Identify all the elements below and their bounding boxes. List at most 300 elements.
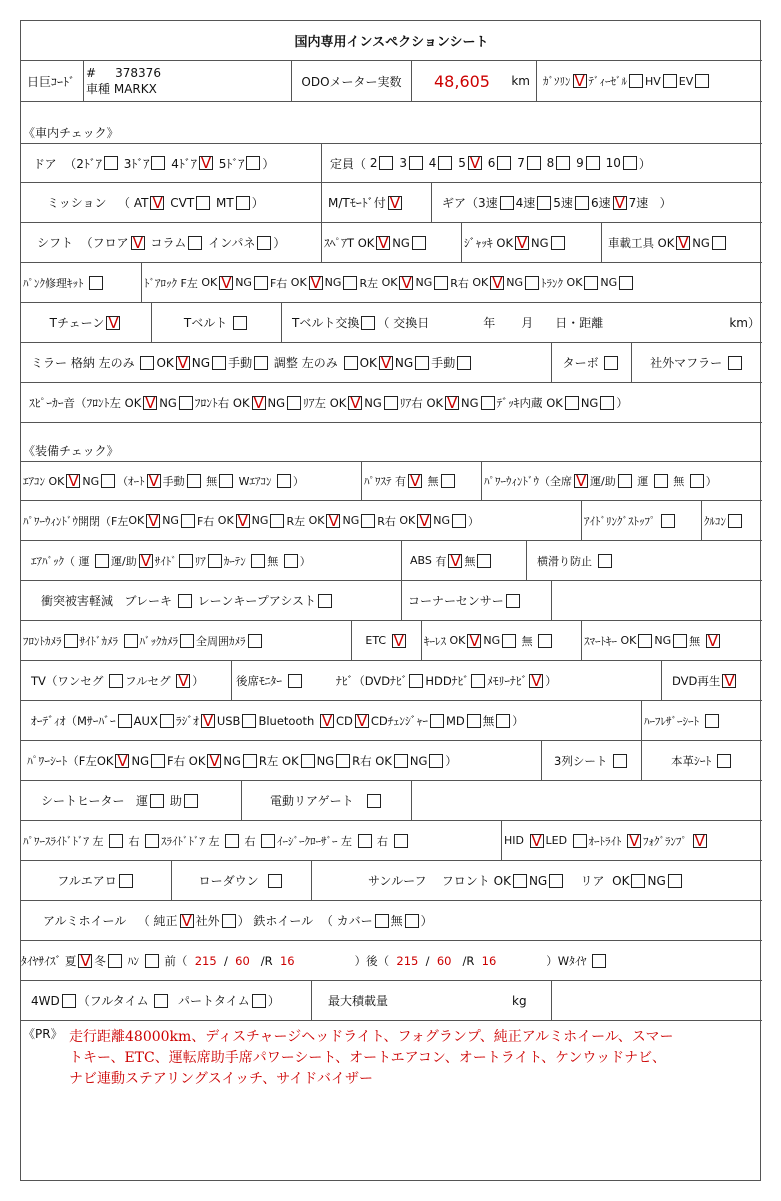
navi-hdd-checkbox[interactable] <box>471 674 485 688</box>
powwin-drv-checkbox[interactable] <box>654 474 668 488</box>
aux-checkbox[interactable] <box>160 714 174 728</box>
cap8-checkbox[interactable] <box>556 156 570 170</box>
airbag-side-label: ｻｲﾄﾞ <box>154 554 177 568</box>
cap7-checkbox[interactable] <box>527 156 541 170</box>
front-diameter-value: 16 <box>279 953 295 968</box>
wheel-genuine-checkbox[interactable] <box>180 914 194 928</box>
lane-checkbox[interactable] <box>318 594 332 608</box>
audio-close: ） <box>512 713 524 728</box>
smartkey-ng-checkbox[interactable] <box>673 634 687 648</box>
pwo-rl-ok-label: OK <box>308 514 325 527</box>
door3-checkbox[interactable] <box>151 156 165 170</box>
lock-fr-ng-label: NG <box>324 276 342 289</box>
tire-summer-checkbox[interactable] <box>78 954 92 968</box>
powwin-open-label: ﾊﾟﾜｰｳｨﾝﾄﾞｳ開閉 <box>23 514 100 528</box>
audio-row <box>21 701 762 741</box>
keyless-ok-checkbox[interactable] <box>467 634 481 648</box>
tools-ng-checkbox[interactable] <box>712 236 726 250</box>
spk-rr-ok-checkbox[interactable] <box>445 396 459 410</box>
leather-checkbox[interactable] <box>717 754 731 768</box>
sr-rear-ng-checkbox[interactable] <box>668 874 682 888</box>
lock-rl-ng-checkbox[interactable] <box>434 276 448 290</box>
mirror-adjust-ng-checkbox[interactable] <box>415 356 429 370</box>
door2-checkbox[interactable] <box>104 156 118 170</box>
lock-fl-ok-checkbox[interactable] <box>219 276 233 290</box>
etc-checkbox[interactable] <box>392 634 406 648</box>
cd-checkbox[interactable] <box>355 714 369 728</box>
cap6-label: 6 <box>487 156 496 170</box>
mirror-fold-ng-checkbox[interactable] <box>212 356 226 370</box>
sr-front-ng-label: NG <box>528 873 548 888</box>
cam-around-checkbox[interactable] <box>248 634 262 648</box>
drive-full-checkbox[interactable] <box>154 994 168 1008</box>
tire-han-checkbox[interactable] <box>145 954 159 968</box>
wheel-none-label: 無 <box>390 914 403 928</box>
mirror-fold-ok-label: OK <box>156 355 174 370</box>
cap2-checkbox[interactable] <box>379 156 393 170</box>
mirror-row <box>21 343 762 383</box>
airbag-curtain-checkbox[interactable] <box>251 554 265 568</box>
airbag-drvpas-label: 運/助 <box>111 554 137 568</box>
tbelt-month-label: 月 <box>521 316 534 330</box>
easy-l-checkbox[interactable] <box>358 834 372 848</box>
spk-fr-ng-checkbox[interactable] <box>287 396 301 410</box>
powwin-open-row <box>21 501 762 541</box>
powsteer-no-checkbox[interactable] <box>441 474 455 488</box>
ps-fl-ok-checkbox[interactable] <box>115 754 129 768</box>
cap5-checkbox[interactable] <box>468 156 482 170</box>
airbag-drvpas-checkbox[interactable] <box>139 554 153 568</box>
speaker-row <box>21 383 762 423</box>
slide-l-label: 左 <box>208 834 220 848</box>
timing-row <box>21 303 762 343</box>
sheet-title: 国内専用インスペクションシート <box>294 35 489 50</box>
doors-open: （ <box>64 156 77 171</box>
pwo-fr-ok-checkbox[interactable] <box>236 514 250 528</box>
at-checkbox[interactable] <box>150 196 164 210</box>
powwin-drvpas-label: 運/助 <box>590 475 616 488</box>
lowdown-label: ローダウン <box>198 874 259 888</box>
lock-trunk-ok-checkbox[interactable] <box>584 276 598 290</box>
pwo-fr-ng-checkbox[interactable] <box>270 514 284 528</box>
cam-side-checkbox[interactable] <box>124 634 138 648</box>
md-label: MD <box>445 713 465 728</box>
aircon-ok-label: OK <box>48 474 65 488</box>
liftgate-checkbox[interactable] <box>367 794 381 808</box>
turbo-checkbox[interactable] <box>604 356 618 370</box>
fog-checkbox[interactable] <box>693 834 707 848</box>
ps-fr-ok-checkbox[interactable] <box>207 754 221 768</box>
sr-front-ng-checkbox[interactable] <box>549 874 563 888</box>
pwo-rr-ok-checkbox[interactable] <box>417 514 431 528</box>
door4-checkbox[interactable] <box>199 156 213 170</box>
easy-r-checkbox[interactable] <box>394 834 408 848</box>
door5-label: 5ﾄﾞｱ <box>218 156 245 171</box>
pwo-fl-ok-checkbox[interactable] <box>146 514 160 528</box>
speaker-label: ｽﾋﾟｰｶｰ音 <box>29 395 75 410</box>
keyless-ng-label: NG <box>483 634 501 647</box>
spare-ng-checkbox[interactable] <box>412 236 426 250</box>
mirror-fold-manual-checkbox[interactable] <box>254 356 268 370</box>
gear3-checkbox[interactable] <box>500 196 514 210</box>
aircon-manual-checkbox[interactable] <box>187 474 201 488</box>
doors-close: ） <box>262 156 275 171</box>
aircon-auto-checkbox[interactable] <box>147 474 161 488</box>
spk-fr-ok-checkbox[interactable] <box>252 396 266 410</box>
drive-open: （ <box>77 994 90 1008</box>
aircon-none-checkbox[interactable] <box>219 474 233 488</box>
tire-winter-label: 冬 <box>94 953 106 968</box>
tire-summer-label: 夏 <box>64 953 77 968</box>
fullseg-checkbox[interactable] <box>176 674 190 688</box>
liftgate-label: 電動リアゲート <box>269 794 354 808</box>
mirror-adjust-manual-checkbox[interactable] <box>457 356 471 370</box>
tv-row <box>21 661 762 701</box>
hid-checkbox[interactable] <box>530 834 544 848</box>
tbelt-checkbox[interactable] <box>233 316 247 330</box>
airbag-none-checkbox[interactable] <box>284 554 298 568</box>
slide-l-checkbox[interactable] <box>225 834 239 848</box>
mission-open: （ <box>117 196 130 210</box>
pwo-fl-ng-checkbox[interactable] <box>181 514 195 528</box>
airbag-open: （ <box>64 554 75 568</box>
heater-pas-checkbox[interactable] <box>184 794 198 808</box>
powsteer-yes-checkbox[interactable] <box>408 474 422 488</box>
fuel-ev-checkbox[interactable] <box>695 74 709 88</box>
sr-rear-ok-checkbox[interactable] <box>631 874 645 888</box>
spk-rr-ng-label: NG <box>461 395 479 410</box>
drive-part-label: パートタイム <box>178 994 250 1008</box>
slide-r-checkbox[interactable] <box>261 834 275 848</box>
powwin-all-label: （全席 <box>539 475 572 488</box>
gear5-checkbox[interactable] <box>575 196 589 210</box>
ps-rl-ok-checkbox[interactable] <box>301 754 315 768</box>
wheel-cover-checkbox[interactable] <box>375 914 389 928</box>
pwo-fr-label: F右 <box>196 514 215 528</box>
airbag-close: ） <box>299 554 311 568</box>
lock-fr-ok-label: OK <box>290 276 307 289</box>
bt-label: Bluetooth <box>258 713 315 728</box>
shift-open: （ <box>80 236 93 250</box>
cam-back-checkbox[interactable] <box>180 634 194 648</box>
oneseg-checkbox[interactable] <box>109 674 123 688</box>
puncture-checkbox[interactable] <box>89 276 103 290</box>
smartkey-none-checkbox[interactable] <box>706 634 720 648</box>
pwo-rr-ng-checkbox[interactable] <box>452 514 466 528</box>
collision-label: 衝突被害軽減 <box>41 594 114 608</box>
muffler-checkbox[interactable] <box>728 356 742 370</box>
powslide-r-label: 右 <box>128 834 140 848</box>
rearmonitor-checkbox[interactable] <box>288 674 302 688</box>
lock-rr-ng-checkbox[interactable] <box>525 276 539 290</box>
aircon-label: ｴｱｺﾝ <box>23 475 45 488</box>
mirror-fold-checkbox[interactable] <box>140 356 154 370</box>
cap6-checkbox[interactable] <box>497 156 511 170</box>
lock-rl-ng-label: NG <box>415 276 433 289</box>
corner-label: コーナーセンサー <box>408 594 504 608</box>
lock-rl-ok-checkbox[interactable] <box>399 276 413 290</box>
cap2-label: 2 <box>369 156 378 170</box>
fuel-diesel-label: ﾃﾞｨｰｾﾞﾙ <box>588 75 627 88</box>
powslide-l-checkbox[interactable] <box>109 834 123 848</box>
code-label: 日巨ｺｰﾄﾞ <box>27 74 76 89</box>
spk-deck-ng-checkbox[interactable] <box>600 396 614 410</box>
tbelt-km-label: km） <box>729 316 760 330</box>
powwin-label: ﾊﾟﾜｰｳｨﾝﾄﾞｳ <box>484 475 539 488</box>
idlestop-label: ｱｲﾄﾞﾘﾝｸﾞｽﾄｯﾌﾟ <box>584 514 656 528</box>
airbag-rear-label: ﾘｱ <box>194 554 206 568</box>
etc-label: ETC <box>365 634 387 647</box>
jack-ok-label: OK <box>496 235 513 250</box>
md-checkbox[interactable] <box>467 714 481 728</box>
gear4-label: 4速 <box>515 196 536 210</box>
spk-fl-ng-checkbox[interactable] <box>179 396 193 410</box>
mt-checkbox[interactable] <box>236 196 250 210</box>
ps-fr-ok-label: OK <box>188 753 206 768</box>
hid-label: HID <box>504 834 524 847</box>
ps-rr-ok-checkbox[interactable] <box>394 754 408 768</box>
spk-fl-ok-checkbox[interactable] <box>143 396 157 410</box>
cap10-checkbox[interactable] <box>623 156 637 170</box>
cd-label: CD <box>335 713 353 728</box>
keyless-none-checkbox[interactable] <box>538 634 552 648</box>
lock-trunk-ng-checkbox[interactable] <box>619 276 633 290</box>
tools-ok-checkbox[interactable] <box>676 236 690 250</box>
drive-part-checkbox[interactable] <box>252 994 266 1008</box>
usb-label: USB <box>216 713 241 728</box>
smartkey-ok-checkbox[interactable] <box>638 634 652 648</box>
collision-row <box>21 581 762 621</box>
drive-label: 4WD <box>31 993 60 1008</box>
navi-mem-checkbox[interactable] <box>529 674 543 688</box>
model-value: MARKX <box>113 81 157 96</box>
keyless-ng-checkbox[interactable] <box>502 634 516 648</box>
door2-label: 2ﾄﾞｱ <box>76 156 102 171</box>
abs-yes-checkbox[interactable] <box>448 554 462 568</box>
jack-ok-checkbox[interactable] <box>515 236 529 250</box>
mt-label: MT <box>216 195 234 210</box>
usb-checkbox[interactable] <box>242 714 256 728</box>
header-row <box>21 61 762 102</box>
halfleather-checkbox[interactable] <box>705 714 719 728</box>
cdch-checkbox[interactable] <box>430 714 444 728</box>
lock-rl-ok-label: OK <box>381 276 398 289</box>
wheel-close: ） <box>237 914 250 928</box>
lock-fl-ng-label: NG <box>235 276 252 289</box>
pwo-rl-ng-checkbox[interactable] <box>361 514 375 528</box>
tchain-checkbox[interactable] <box>106 316 120 330</box>
airbag-rear-checkbox[interactable] <box>208 554 222 568</box>
wtire-checkbox[interactable] <box>592 954 606 968</box>
aircon-ng-label: NG <box>82 474 100 488</box>
powwin-all-checkbox[interactable] <box>574 474 588 488</box>
tire-front-label: 前（ <box>164 953 188 968</box>
cap9-checkbox[interactable] <box>586 156 600 170</box>
powwin-drvpas-checkbox[interactable] <box>618 474 632 488</box>
ps-rr-ng-label: NG <box>409 753 428 768</box>
mirror-adjust-checkbox[interactable] <box>344 356 358 370</box>
fuel-gas-label: ｶﾞｿﾘﾝ <box>543 75 571 88</box>
skid-checkbox[interactable] <box>598 554 612 568</box>
rear-width-value: 215 <box>396 953 419 968</box>
mirror-adjust-ok-checkbox[interactable] <box>379 356 393 370</box>
lock-fr-ng-checkbox[interactable] <box>343 276 357 290</box>
powwin-none-checkbox[interactable] <box>690 474 704 488</box>
airbag-side-checkbox[interactable] <box>179 554 193 568</box>
pr-text: 走行距離48000km、ディスチャージヘッドライト、フォグランプ、純正アルミホイール、スマートキー、ETC、運転席助手席パワーシート、オートエアコン、オートライト、ケンウッドナビ、ナビ連動ステアリングスイッチ、サイドバイザー <box>69 1029 674 1087</box>
ps-rl-label: R左 <box>258 753 279 768</box>
sr-front-ok-checkbox[interactable] <box>513 874 527 888</box>
lock-rr-ok-checkbox[interactable] <box>490 276 504 290</box>
ps-rl-ng-checkbox[interactable] <box>336 754 350 768</box>
at-label: AT <box>133 195 149 210</box>
gear5-label: 5速 <box>553 196 573 210</box>
leather-label: 本革ｼｰﾄ <box>671 753 712 768</box>
mirror-fold-ok-checkbox[interactable] <box>176 356 190 370</box>
idlestop-checkbox[interactable] <box>661 514 675 528</box>
spk-rl-ng-checkbox[interactable] <box>384 396 398 410</box>
aircon-row <box>21 461 762 501</box>
ps-fl-ng-checkbox[interactable] <box>151 754 165 768</box>
wheel-cover-label: （ カバー <box>320 914 373 928</box>
aero-checkbox[interactable] <box>119 874 133 888</box>
column-label: コラム <box>150 236 187 250</box>
rear-diameter-value: 16 <box>481 953 497 968</box>
lock-trunk-ok-label: OK <box>566 276 583 289</box>
ps-rr-label: R右 <box>352 753 372 768</box>
gear4-checkbox[interactable] <box>537 196 551 210</box>
navi-dvd-checkbox[interactable] <box>409 674 423 688</box>
brake-label: ブレーキ <box>124 594 172 608</box>
ps-rr-ng-checkbox[interactable] <box>429 754 443 768</box>
aircon-ok-checkbox[interactable] <box>66 474 80 488</box>
inpane-checkbox[interactable] <box>257 236 271 250</box>
msrv-checkbox[interactable] <box>118 714 132 728</box>
odo-value: 48,605 <box>434 71 490 91</box>
jack-ng-checkbox[interactable] <box>551 236 565 250</box>
pwo-rr-ok-label: OK <box>399 514 416 527</box>
fuel-diesel-checkbox[interactable] <box>629 74 643 88</box>
spk-rl-ok-checkbox[interactable] <box>348 396 362 410</box>
spk-fr-ok-label: OK <box>232 395 250 410</box>
front-slash: / <box>223 953 228 968</box>
maxload-label: 最大積載量 <box>328 994 389 1008</box>
row3-checkbox[interactable] <box>613 754 627 768</box>
spare-ok-label: OK <box>357 235 375 250</box>
dvdplay-checkbox[interactable] <box>722 674 736 688</box>
column-checkbox[interactable] <box>188 236 202 250</box>
aircon-w-checkbox[interactable] <box>277 474 291 488</box>
smartkey-none-label: 無 <box>689 634 701 648</box>
cam-around-label: 全周囲ｶﾒﾗ <box>196 634 246 648</box>
bt-checkbox[interactable] <box>320 714 334 728</box>
mirror-adjust-ng-label: NG <box>394 355 414 370</box>
mirror-fold-label: ミラー 格納 左のみ <box>31 356 135 370</box>
cam-front-checkbox[interactable] <box>64 634 78 648</box>
tire-han-label: ﾊﾝ <box>127 953 140 968</box>
navi-dvd-label: DVDﾅﾋﾞ <box>364 673 408 688</box>
navi-mem-label: ﾒﾓﾘｰﾅﾋﾞ <box>487 673 528 688</box>
mission-label: ミッション <box>47 196 107 210</box>
wheel-genuine-label: （ 純正 <box>137 914 178 928</box>
cruise-checkbox[interactable] <box>728 514 742 528</box>
mirror-adjust-label: 調整 左のみ <box>273 356 338 370</box>
corner-checkbox[interactable] <box>506 594 520 608</box>
spk-deck-ok-checkbox[interactable] <box>565 396 579 410</box>
dvdplay-label: DVD再生 <box>672 673 721 688</box>
led-checkbox[interactable] <box>573 834 587 848</box>
cap4-checkbox[interactable] <box>438 156 452 170</box>
lowdown-checkbox[interactable] <box>268 874 282 888</box>
fuel-hv-checkbox[interactable] <box>663 74 677 88</box>
ps-fr-ng-checkbox[interactable] <box>243 754 257 768</box>
tbelt-year-label: 年 <box>483 316 496 330</box>
tbelt-change-checkbox[interactable] <box>361 316 375 330</box>
ps-fl-ok-label: OK <box>96 753 114 768</box>
lock-fl-ng-checkbox[interactable] <box>254 276 268 290</box>
tire-label: ﾀｲﾔｻｲｽﾞ <box>21 953 62 968</box>
doors-row <box>21 143 762 183</box>
mtmode-checkbox[interactable] <box>388 196 402 210</box>
spk-rr-label: ﾘｱ右 <box>399 395 423 410</box>
audio-open: （ <box>65 713 77 728</box>
audio-none-checkbox[interactable] <box>496 714 510 728</box>
floor-checkbox[interactable] <box>131 236 145 250</box>
aircon-ng-checkbox[interactable] <box>101 474 115 488</box>
cvt-checkbox[interactable] <box>196 196 210 210</box>
heater-pas-label: 助 <box>169 794 182 808</box>
sunroof-rear-label: リア <box>580 874 605 888</box>
mirror-fold-manual-label: 手動 <box>228 356 253 370</box>
cap7-label: 7 <box>517 156 525 170</box>
autolight-checkbox[interactable] <box>627 834 641 848</box>
code-prefix: # <box>86 65 97 80</box>
brake-checkbox[interactable] <box>178 594 192 608</box>
muffler-label: 社外マフラー <box>650 356 723 370</box>
lock-fr-ok-checkbox[interactable] <box>309 276 323 290</box>
lock-trunk-label: ﾄﾗﾝｸ <box>541 276 564 290</box>
sr-rear-ng-label: NG <box>647 873 666 888</box>
lock-fr-label: F右 <box>269 276 288 290</box>
radio-checkbox[interactable] <box>201 714 215 728</box>
tv-close: ） <box>192 673 204 688</box>
cap3-checkbox[interactable] <box>409 156 423 170</box>
rearmonitor-label: 後席ﾓﾆﾀｰ <box>236 673 282 688</box>
drive-4wd-checkbox[interactable] <box>62 994 76 1008</box>
pwo-rl-ok-checkbox[interactable] <box>326 514 340 528</box>
cvt-label: CVT <box>170 195 195 210</box>
tv-label: TV <box>31 673 46 688</box>
heater-drv-checkbox[interactable] <box>150 794 164 808</box>
gear6-checkbox[interactable] <box>613 196 627 210</box>
airbag-drv-checkbox[interactable] <box>95 554 109 568</box>
wheel-none-checkbox[interactable] <box>405 914 419 928</box>
wheel-after-checkbox[interactable] <box>222 914 236 928</box>
spk-rr-ng-checkbox[interactable] <box>481 396 495 410</box>
powslide-r-checkbox[interactable] <box>145 834 159 848</box>
odo-label: ODOメーター実数 <box>291 61 411 101</box>
tire-winter-checkbox[interactable] <box>108 954 122 968</box>
door5-checkbox[interactable] <box>246 156 260 170</box>
tools-label: 車載工具 <box>608 235 654 250</box>
lock-rr-ok-label: OK <box>472 276 489 289</box>
spk-rl-ok-label: OK <box>329 395 347 410</box>
fuel-gas-checkbox[interactable] <box>573 74 587 88</box>
abs-no-checkbox[interactable] <box>477 554 491 568</box>
oneseg-label: ワンセグ <box>57 673 104 688</box>
pr-row <box>21 1021 762 1182</box>
spare-ok-checkbox[interactable] <box>376 236 390 250</box>
